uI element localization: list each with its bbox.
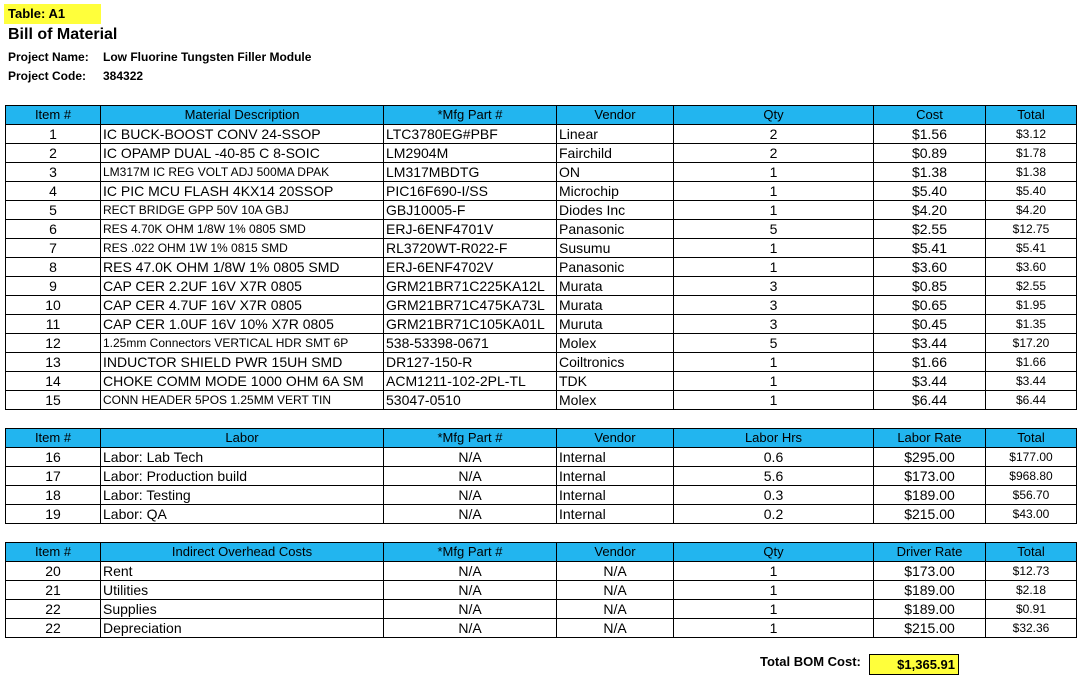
cell-rate: $173.00 <box>874 467 986 486</box>
cell-vendor: Murata <box>557 277 674 296</box>
cell-vendor: Microchip <box>557 182 674 201</box>
cell-quantity: 1 <box>674 201 874 220</box>
cell-item-number: 7 <box>6 239 101 258</box>
column-header-description: Material Description <box>101 106 384 125</box>
cell-vendor: Molex <box>557 391 674 410</box>
cell-rate: $173.00 <box>874 562 986 581</box>
cell-total: $3.60 <box>986 258 1077 277</box>
cell-mfg-part: PIC16F690-I/SS <box>384 182 557 201</box>
cell-mfg-part: ERJ-6ENF4701V <box>384 220 557 239</box>
cell-total: $2.55 <box>986 277 1077 296</box>
table-row <box>6 201 1077 220</box>
cell-rate: $3.44 <box>874 372 986 391</box>
column-header-item-number: Item # <box>6 543 101 562</box>
cell-mfg-part: N/A <box>384 619 557 638</box>
cell-quantity: 3 <box>674 277 874 296</box>
cell-total: $32.36 <box>986 619 1077 638</box>
table-row <box>6 334 1077 353</box>
cell-description: RES 4.70K OHM 1/8W 1% 0805 SMD <box>101 220 384 239</box>
cell-quantity: 0.2 <box>674 505 874 524</box>
project-code-label: Project Code: <box>8 69 87 83</box>
cell-mfg-part: N/A <box>384 467 557 486</box>
project-name-label: Project Name: <box>8 50 89 64</box>
table-row <box>6 315 1077 334</box>
cell-quantity: 1 <box>674 619 874 638</box>
table-row <box>6 448 1077 467</box>
cell-description: LM317M IC REG VOLT ADJ 500MA DPAK <box>101 163 384 182</box>
column-header-description: Labor <box>101 429 384 448</box>
table-row <box>6 353 1077 372</box>
cell-item-number: 5 <box>6 201 101 220</box>
cell-quantity: 2 <box>674 125 874 144</box>
table-row <box>6 220 1077 239</box>
cell-rate: $1.66 <box>874 353 986 372</box>
column-header-vendor: Vendor <box>557 543 674 562</box>
cell-item-number: 22 <box>6 619 101 638</box>
cell-vendor: N/A <box>557 562 674 581</box>
cell-rate: $6.44 <box>874 391 986 410</box>
column-header-vendor: Vendor <box>557 429 674 448</box>
cell-total: $0.91 <box>986 600 1077 619</box>
cell-rate: $3.60 <box>874 258 986 277</box>
cell-item-number: 4 <box>6 182 101 201</box>
cell-quantity: 1 <box>674 258 874 277</box>
cell-item-number: 22 <box>6 600 101 619</box>
table-row <box>6 467 1077 486</box>
cell-total: $1.95 <box>986 296 1077 315</box>
cell-item-number: 8 <box>6 258 101 277</box>
cell-quantity: 1 <box>674 581 874 600</box>
cell-mfg-part: N/A <box>384 505 557 524</box>
table-row <box>6 372 1077 391</box>
total-bom-cost-label: Total BOM Cost: <box>760 654 861 669</box>
cell-quantity: 0.6 <box>674 448 874 467</box>
cell-item-number: 2 <box>6 144 101 163</box>
cell-quantity: 5 <box>674 220 874 239</box>
cell-rate: $5.41 <box>874 239 986 258</box>
cell-description: Rent <box>101 562 384 581</box>
cell-item-number: 19 <box>6 505 101 524</box>
cell-rate: $0.65 <box>874 296 986 315</box>
cell-vendor: Internal <box>557 467 674 486</box>
cell-vendor: TDK <box>557 372 674 391</box>
cell-item-number: 17 <box>6 467 101 486</box>
cell-vendor: Linear <box>557 125 674 144</box>
project-name-line <box>8 50 311 64</box>
cell-rate: $0.85 <box>874 277 986 296</box>
cell-quantity: 5.6 <box>674 467 874 486</box>
cell-rate: $295.00 <box>874 448 986 467</box>
cell-quantity: 1 <box>674 353 874 372</box>
cell-mfg-part: GBJ10005-F <box>384 201 557 220</box>
cell-description: RES 47.0K OHM 1/8W 1% 0805 SMD <box>101 258 384 277</box>
cell-quantity: 1 <box>674 163 874 182</box>
cell-total: $3.12 <box>986 125 1077 144</box>
cell-item-number: 3 <box>6 163 101 182</box>
cell-quantity: 1 <box>674 182 874 201</box>
column-header-mfg-part: *Mfg Part # <box>384 429 557 448</box>
column-header-rate: Driver Rate <box>874 543 986 562</box>
project-code-line <box>8 69 143 83</box>
cell-description: INDUCTOR SHIELD PWR 15UH SMD <box>101 353 384 372</box>
cell-item-number: 16 <box>6 448 101 467</box>
cell-total: $17.20 <box>986 334 1077 353</box>
cell-vendor: Susumu <box>557 239 674 258</box>
cell-total: $1.38 <box>986 163 1077 182</box>
column-header-quantity: Qty <box>674 106 874 125</box>
column-header-total: Total <box>986 106 1077 125</box>
column-header-quantity: Qty <box>674 543 874 562</box>
cell-quantity: 1 <box>674 600 874 619</box>
labor-table <box>5 428 1077 524</box>
cell-vendor: Internal <box>557 486 674 505</box>
cell-rate: $189.00 <box>874 486 986 505</box>
cell-total: $5.41 <box>986 239 1077 258</box>
cell-total: $5.40 <box>986 182 1077 201</box>
cell-quantity: 1 <box>674 372 874 391</box>
cell-vendor: Fairchild <box>557 144 674 163</box>
header-row <box>6 543 1077 562</box>
cell-total: $1.35 <box>986 315 1077 334</box>
cell-vendor: Panasonic <box>557 258 674 277</box>
cell-item-number: 15 <box>6 391 101 410</box>
cell-description: IC OPAMP DUAL -40-85 C 8-SOIC <box>101 144 384 163</box>
table-row <box>6 505 1077 524</box>
cell-item-number: 20 <box>6 562 101 581</box>
cell-description: IC BUCK-BOOST CONV 24-SSOP <box>101 125 384 144</box>
cell-mfg-part: LM317MBDTG <box>384 163 557 182</box>
cell-item-number: 1 <box>6 125 101 144</box>
cell-description: Labor: Testing <box>101 486 384 505</box>
cell-description: IC PIC MCU FLASH 4KX14 20SSOP <box>101 182 384 201</box>
cell-item-number: 13 <box>6 353 101 372</box>
cell-vendor: Murata <box>557 296 674 315</box>
table-row <box>6 163 1077 182</box>
cell-description: Supplies <box>101 600 384 619</box>
cell-description: CAP CER 4.7UF 16V X7R 0805 <box>101 296 384 315</box>
cell-rate: $0.89 <box>874 144 986 163</box>
table-row <box>6 182 1077 201</box>
column-header-vendor: Vendor <box>557 106 674 125</box>
column-header-mfg-part: *Mfg Part # <box>384 106 557 125</box>
table-row <box>6 619 1077 638</box>
column-header-item-number: Item # <box>6 429 101 448</box>
cell-mfg-part: RL3720WT-R022-F <box>384 239 557 258</box>
cell-item-number: 11 <box>6 315 101 334</box>
cell-vendor: ON <box>557 163 674 182</box>
table-row <box>6 125 1077 144</box>
cell-mfg-part: N/A <box>384 486 557 505</box>
column-header-rate: Labor Rate <box>874 429 986 448</box>
cell-quantity: 5 <box>674 334 874 353</box>
cell-quantity: 3 <box>674 296 874 315</box>
table-row <box>6 144 1077 163</box>
column-header-item-number: Item # <box>6 106 101 125</box>
cell-item-number: 10 <box>6 296 101 315</box>
cell-total: $2.18 <box>986 581 1077 600</box>
cell-description: Labor: QA <box>101 505 384 524</box>
cell-item-number: 12 <box>6 334 101 353</box>
table-row <box>6 296 1077 315</box>
column-header-total: Total <box>986 429 1077 448</box>
cell-total: $6.44 <box>986 391 1077 410</box>
table-row <box>6 277 1077 296</box>
cell-total: $1.78 <box>986 144 1077 163</box>
cell-total: $43.00 <box>986 505 1077 524</box>
cell-quantity: 0.3 <box>674 486 874 505</box>
table-row <box>6 258 1077 277</box>
cell-description: Labor: Lab Tech <box>101 448 384 467</box>
cell-mfg-part: N/A <box>384 600 557 619</box>
cell-rate: $4.20 <box>874 201 986 220</box>
cell-vendor: Panasonic <box>557 220 674 239</box>
table-row <box>6 486 1077 505</box>
project-code-value: 384322 <box>103 69 144 83</box>
page-title: Bill of Material <box>8 26 118 43</box>
cell-description: Depreciation <box>101 619 384 638</box>
cell-total: $56.70 <box>986 486 1077 505</box>
column-header-rate: Cost <box>874 106 986 125</box>
cell-mfg-part: ACM1211-102-2PL-TL <box>384 372 557 391</box>
cell-total: $968.80 <box>986 467 1077 486</box>
total-bom-cost-value: $1,365.91 <box>869 654 959 675</box>
cell-rate: $215.00 <box>874 619 986 638</box>
cell-vendor: N/A <box>557 619 674 638</box>
cell-total: $12.75 <box>986 220 1077 239</box>
cell-vendor: Internal <box>557 505 674 524</box>
table-row <box>6 581 1077 600</box>
cell-description: Utilities <box>101 581 384 600</box>
cell-description: CONN HEADER 5POS 1.25MM VERT TIN <box>101 391 384 410</box>
cell-mfg-part: N/A <box>384 448 557 467</box>
cell-mfg-part: GRM21BR71C105KA01L <box>384 315 557 334</box>
project-name-value: Low Fluorine Tungsten Filler Module <box>103 50 312 64</box>
cell-mfg-part: DR127-150-R <box>384 353 557 372</box>
table-tag: Table: A1 <box>4 4 101 24</box>
cell-description: CAP CER 1.0UF 16V 10% X7R 0805 <box>101 315 384 334</box>
cell-mfg-part: N/A <box>384 562 557 581</box>
cell-rate: $0.45 <box>874 315 986 334</box>
cell-total: $3.44 <box>986 372 1077 391</box>
header-row <box>6 429 1077 448</box>
cell-quantity: 1 <box>674 391 874 410</box>
cell-rate: $189.00 <box>874 581 986 600</box>
cell-mfg-part: GRM21BR71C225KA12L <box>384 277 557 296</box>
cell-vendor: Molex <box>557 334 674 353</box>
cell-item-number: 6 <box>6 220 101 239</box>
cell-rate: $1.38 <box>874 163 986 182</box>
cell-description: CHOKE COMM MODE 1000 OHM 6A SM <box>101 372 384 391</box>
cell-mfg-part: GRM21BR71C475KA73L <box>384 296 557 315</box>
overhead-table <box>5 542 1077 638</box>
cell-mfg-part: 53047-0510 <box>384 391 557 410</box>
cell-rate: $215.00 <box>874 505 986 524</box>
cell-description: 1.25mm Connectors VERTICAL HDR SMT 6P <box>101 334 384 353</box>
column-header-description: Indirect Overhead Costs <box>101 543 384 562</box>
cell-vendor: Diodes Inc <box>557 201 674 220</box>
cell-description: RECT BRIDGE GPP 50V 10A GBJ <box>101 201 384 220</box>
cell-rate: $1.56 <box>874 125 986 144</box>
cell-quantity: 1 <box>674 239 874 258</box>
cell-quantity: 2 <box>674 144 874 163</box>
cell-mfg-part: LTC3780EG#PBF <box>384 125 557 144</box>
cell-vendor: Coiltronics <box>557 353 674 372</box>
column-header-total: Total <box>986 543 1077 562</box>
materials-table <box>5 105 1077 410</box>
cell-description: Labor: Production build <box>101 467 384 486</box>
header-row <box>6 106 1077 125</box>
cell-vendor: Internal <box>557 448 674 467</box>
cell-quantity: 1 <box>674 562 874 581</box>
cell-item-number: 14 <box>6 372 101 391</box>
cell-description: RES .022 OHM 1W 1% 0815 SMD <box>101 239 384 258</box>
cell-item-number: 9 <box>6 277 101 296</box>
cell-vendor: Muruta <box>557 315 674 334</box>
cell-item-number: 21 <box>6 581 101 600</box>
cell-mfg-part: LM2904M <box>384 144 557 163</box>
cell-total: $1.66 <box>986 353 1077 372</box>
cell-rate: $189.00 <box>874 600 986 619</box>
cell-rate: $5.40 <box>874 182 986 201</box>
cell-total: $4.20 <box>986 201 1077 220</box>
cell-description: CAP CER 2.2UF 16V X7R 0805 <box>101 277 384 296</box>
cell-vendor: N/A <box>557 600 674 619</box>
column-header-mfg-part: *Mfg Part # <box>384 543 557 562</box>
cell-mfg-part: 538-53398-0671 <box>384 334 557 353</box>
table-row <box>6 600 1077 619</box>
cell-mfg-part: ERJ-6ENF4702V <box>384 258 557 277</box>
cell-total: $177.00 <box>986 448 1077 467</box>
cell-total: $12.73 <box>986 562 1077 581</box>
column-header-quantity: Labor Hrs <box>674 429 874 448</box>
table-row <box>6 562 1077 581</box>
cell-quantity: 3 <box>674 315 874 334</box>
table-row <box>6 239 1077 258</box>
cell-rate: $2.55 <box>874 220 986 239</box>
table-row <box>6 391 1077 410</box>
cell-mfg-part: N/A <box>384 581 557 600</box>
cell-rate: $3.44 <box>874 334 986 353</box>
cell-item-number: 18 <box>6 486 101 505</box>
cell-vendor: N/A <box>557 581 674 600</box>
